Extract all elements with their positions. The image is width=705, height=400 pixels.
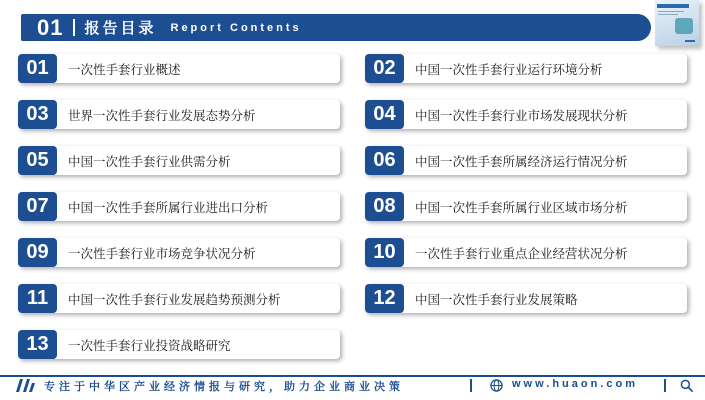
toc-number: 01 bbox=[18, 54, 57, 83]
toc-item-08[interactable] bbox=[365, 192, 687, 221]
toc-item-02[interactable] bbox=[365, 54, 687, 83]
header-subtitle: Report Contents bbox=[170, 21, 302, 34]
footer-separator bbox=[664, 379, 666, 392]
toc-item-10[interactable] bbox=[365, 238, 687, 267]
toc-item-11[interactable] bbox=[18, 284, 340, 313]
toc-label: 中国一次性手套所属行业进出口分析 bbox=[68, 199, 269, 215]
toc-item-05[interactable] bbox=[18, 146, 340, 175]
footer-website-link[interactable]: www.huaon.com bbox=[512, 378, 638, 390]
toc-number: 11 bbox=[18, 284, 57, 313]
huaon-logo bbox=[14, 377, 36, 394]
toc-number: 09 bbox=[18, 238, 57, 267]
toc-label: 中国一次性手套行业运行环境分析 bbox=[415, 61, 603, 77]
toc-label: 一次性手套行业投资战略研究 bbox=[68, 337, 231, 353]
search-icon[interactable] bbox=[680, 379, 693, 392]
toc-item-09[interactable] bbox=[18, 238, 340, 267]
footer-tagline: 专注于中华区产业经济情报与研究，助力企业商业决策 bbox=[44, 380, 404, 393]
footer-bar bbox=[0, 377, 705, 394]
header-title: 报告目录 bbox=[84, 19, 157, 37]
toc-label: 一次性手套行业市场竞争状况分析 bbox=[68, 245, 256, 261]
toc-number: 12 bbox=[365, 284, 404, 313]
toc-label: 中国一次性手套所属行业区域市场分析 bbox=[415, 199, 628, 215]
report-cover-thumbnail bbox=[655, 0, 699, 46]
toc-number: 10 bbox=[365, 238, 404, 267]
toc-number: 02 bbox=[365, 54, 404, 83]
toc-label: 中国一次性手套行业发展趋势预测分析 bbox=[68, 291, 281, 307]
header-number: 01 bbox=[37, 14, 64, 40]
toc-item-01[interactable] bbox=[18, 54, 340, 83]
toc-number: 05 bbox=[18, 146, 57, 175]
toc-label: 世界一次性手套行业发展态势分析 bbox=[68, 107, 256, 123]
toc-label: 中国一次性手套行业供需分析 bbox=[68, 153, 231, 169]
toc-label: 中国一次性手套行业发展策略 bbox=[415, 291, 578, 307]
toc-number: 06 bbox=[365, 146, 404, 175]
report-contents-header bbox=[21, 14, 651, 41]
globe-icon bbox=[490, 379, 503, 392]
toc-item-07[interactable] bbox=[18, 192, 340, 221]
toc-item-04[interactable] bbox=[365, 100, 687, 129]
toc-number: 03 bbox=[18, 100, 57, 129]
toc-item-13[interactable] bbox=[18, 330, 340, 359]
toc-label: 中国一次性手套所属经济运行情况分析 bbox=[415, 153, 628, 169]
toc-label: 中国一次性手套行业市场发展现状分析 bbox=[415, 107, 628, 123]
toc-number: 07 bbox=[18, 192, 57, 221]
toc-item-06[interactable] bbox=[365, 146, 687, 175]
toc-item-03[interactable] bbox=[18, 100, 340, 129]
footer-separator bbox=[470, 379, 472, 392]
toc-item-12[interactable] bbox=[365, 284, 687, 313]
toc-number: 13 bbox=[18, 330, 57, 359]
toc-number: 04 bbox=[365, 100, 404, 129]
toc-label: 一次性手套行业概述 bbox=[68, 61, 181, 77]
toc-number: 08 bbox=[365, 192, 404, 221]
toc-label: 一次性手套行业重点企业经营状况分析 bbox=[415, 245, 628, 261]
header-divider bbox=[73, 19, 75, 36]
